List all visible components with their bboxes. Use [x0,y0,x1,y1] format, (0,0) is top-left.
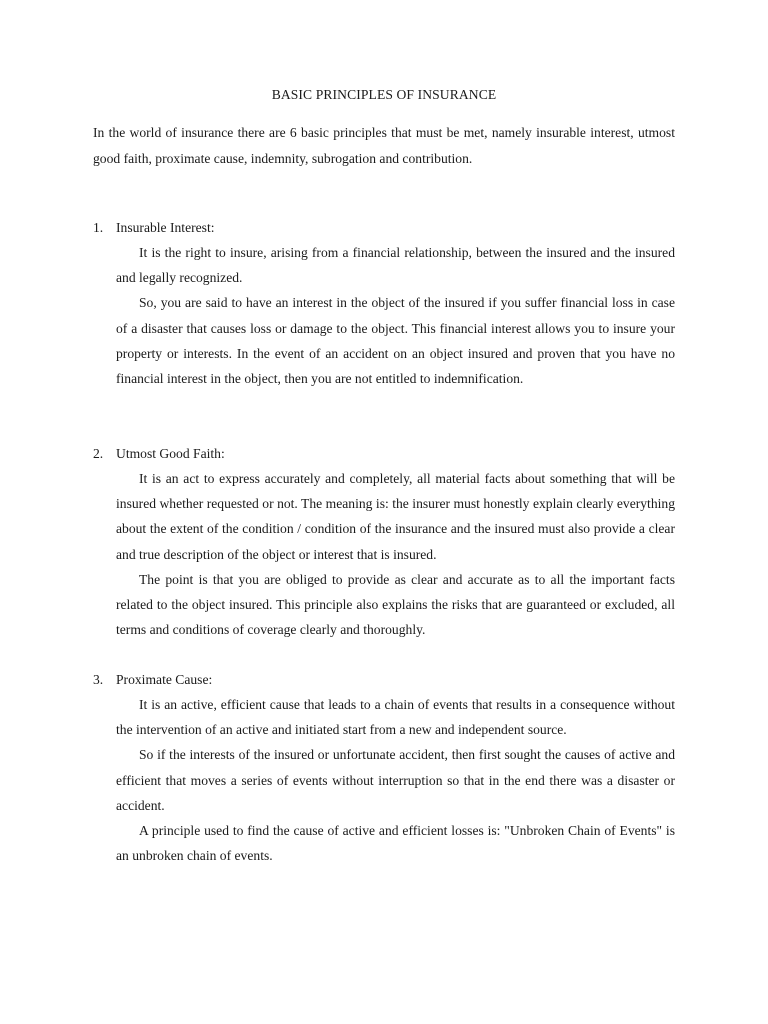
section-paragraph: The point is that you are obliged to provide as clear and accurate as to all the important facts related to the object insured. This principle also explains the risks that are guaranteed or excluded, all terms and conditions of coverage clearly and thoroughly. [116,571,675,638]
section-paragraph: It is an active, efficient cause that leads to a chain of events that results in a consequence without the intervention of an active and initiated start from a new and independent source. [116,697,675,738]
section-heading [93,441,675,466]
section-number: 1. [93,220,104,235]
section-heading [93,215,675,240]
section-proximate-cause [93,667,675,868]
section-number: 3. [93,672,104,687]
section-paragraph: So if the interests of the insured or unfortunate accident, then first sought the causes of active and efficient that moves a series of events without interruption so that in the end there was a disaster or accident. [116,747,675,813]
section-title: Utmost Good Faith: [116,446,225,461]
document-title: BASIC PRINCIPLES OF INSURANCE [271,87,497,102]
intro-paragraph: In the world of insurance there are 6 basic principles that must be met, namely insurable interest, utmost good faith, proximate cause, indemnity, subrogation and contribution. [93,125,675,166]
section-heading [93,667,675,692]
section-title: Proximate Cause: [116,672,213,687]
section-paragraph: So, you are said to have an interest in the object of the insured if you suffer financial loss in case of a disaster that causes loss or damage to the object. This financial interest allows you to insure your property or interests. In the event of an accident on an object insured and proven that you have no financial interest in the object, then you are not entitled to indemnification. [116,295,675,387]
section-number: 2. [93,446,104,461]
section-paragraph: It is an act to express accurately and completely, all material facts about something that will be insured whether requested or not. The meaning is: the insurer must honestly explain clearly everything about the extent of the condition / condition of the insurance and the insured must also provide a clear and true description of the object or interest that is insured. [116,471,675,562]
section-title: Insurable Interest: [116,220,215,235]
section-insurable-interest [93,215,675,391]
section-utmost-good-faith [93,441,675,642]
section-paragraph: It is the right to insure, arising from a financial relationship, between the insured and the insured and legally recognized. [116,245,675,286]
section-paragraph: A principle used to find the cause of active and efficient losses is: "Unbroken Chain of Events" is an unbroken chain of events. [116,823,675,864]
